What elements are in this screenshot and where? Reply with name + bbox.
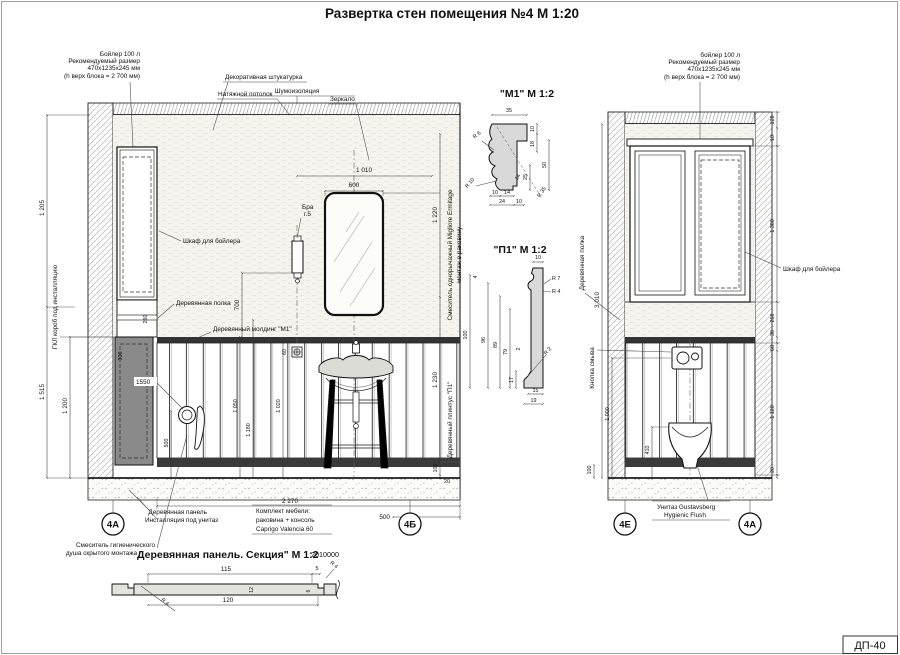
- flush-button-label: Кнопка смыва: [589, 347, 596, 389]
- boiler-cabinet-label-right: Шкаф для бойлера: [783, 266, 841, 273]
- molding-m1-profile: [489, 124, 527, 190]
- p1-dim-79: 79: [503, 349, 509, 355]
- dim-260-right: 260: [770, 313, 776, 323]
- ps-radius-r4a: R 4: [328, 560, 339, 571]
- m1-dim-10b2: 10: [516, 199, 522, 205]
- gkl-box-label: ГКЛ короб под инсталляцию: [52, 264, 59, 350]
- dim-1050: 1 050: [233, 399, 239, 413]
- sheet-code: ДП-40: [854, 640, 886, 652]
- toilet-label-1: Унитаз Gustavsberg: [657, 504, 716, 511]
- p1-dim-17: 17: [509, 377, 515, 383]
- toilet-label-2: Hygienic Flush: [664, 512, 706, 519]
- p1-dim-19: 19: [530, 398, 537, 404]
- dim-1120: 1 120: [770, 405, 776, 419]
- furniture-label-1: Комплект мебели:: [256, 508, 310, 515]
- flush-plate: [672, 347, 702, 369]
- dim-100: 100: [433, 463, 439, 473]
- wood-panel-slats: [157, 343, 460, 458]
- wood-shelf-label-right: Деревянная полка: [579, 235, 586, 291]
- basin-mixer-label-2: монтаж в раковину: [456, 226, 463, 284]
- mirror: [325, 193, 383, 315]
- hyg-shower-label-1: Смеситель гигиенического: [75, 542, 155, 549]
- ceiling-slab-right: [625, 112, 755, 124]
- ps-dim-115: 115: [220, 566, 232, 573]
- m1-radius-r10: R 10: [464, 177, 477, 190]
- boiler-note-r3: 470х1235х245 мм: [687, 66, 740, 73]
- dim-1000: 1 000: [605, 407, 611, 421]
- p1-dim-89: 89: [493, 342, 499, 348]
- wall-pier-left-hatch: [608, 112, 625, 478]
- p1-dim-4: 4: [473, 275, 479, 279]
- dim-3010: 3 010: [594, 292, 601, 308]
- p1-dim-10: 10: [535, 255, 541, 261]
- m1-dim-25: 25: [523, 174, 529, 180]
- dim-120: 120: [770, 115, 776, 125]
- dim-600: 600: [348, 182, 360, 189]
- boiler-note-2: Рекомендуемый размер: [68, 58, 140, 65]
- m1-dim-14b: 14: [504, 190, 510, 196]
- dim-500: 500: [379, 514, 390, 521]
- dim-1180: 1 180: [246, 423, 252, 437]
- boiler-cabinet-right: [627, 139, 753, 302]
- ps-dim-12: 12: [249, 587, 255, 593]
- boiler-note-1: Бойлер 100 л: [99, 51, 140, 58]
- detail-p1-dims: [463, 255, 560, 404]
- dim-500-mixer: 500: [164, 438, 170, 448]
- p1-dim-2: 2: [516, 347, 522, 351]
- m1-dim-24: 24: [499, 199, 505, 205]
- mirror-label: Зеркало: [330, 96, 355, 103]
- stucco-wall-field: [113, 115, 460, 337]
- dim-1515: 1 515: [39, 384, 46, 400]
- dim-260: 260: [143, 314, 149, 324]
- boiler-note-r4: (h верх блока = 2 700 мм): [664, 74, 740, 81]
- sconce-label: Бра: [302, 204, 314, 211]
- m1-dim-35: 35: [506, 108, 512, 114]
- wood-shelf-label: Деревянная полка: [176, 300, 231, 307]
- wood-shelf-box: [117, 300, 157, 337]
- boiler-cabinet-label: Шкаф для бойлера: [183, 238, 241, 245]
- marker-4b: 4Б: [403, 519, 417, 531]
- p1-dim-100: 100: [463, 330, 469, 340]
- furniture-label-2: раковина + консоль: [256, 517, 315, 524]
- dim-1010: 1 010: [356, 167, 372, 174]
- boiler-note-3: 470х1235х245 мм: [87, 65, 140, 72]
- wood-panel-label: Деревянная панель: [148, 509, 207, 516]
- dim-1200: 1 200: [62, 398, 69, 414]
- dim-1230: 1 230: [432, 372, 439, 388]
- m1-dim-50: 50: [542, 162, 548, 168]
- dim-20: 20: [444, 479, 450, 485]
- detail-p1-title: "П1" М 1:2: [493, 244, 547, 256]
- marker-4e: 4Е: [619, 519, 631, 531]
- m1-radius-r6: R 6: [472, 130, 483, 141]
- dim-30: 30: [770, 330, 776, 336]
- boiler-cabinet: [117, 147, 157, 300]
- note-1550: 1550: [136, 379, 151, 386]
- dim-60: 60: [282, 349, 288, 355]
- dim-1380: 1 380: [770, 219, 776, 233]
- wood-molding-label: Деревянный молдинг "М1": [213, 326, 292, 333]
- panel-section-title: Деревянная панель. Секция" М 1:2: [137, 549, 319, 561]
- wall-pier-hatch: [88, 103, 113, 478]
- floor-band-right: [608, 478, 772, 500]
- dim-700: 700: [234, 299, 241, 311]
- ceiling-slab: [113, 103, 460, 115]
- ps-dim-6: 6: [306, 589, 312, 593]
- wall-pier-right-hatch: [755, 112, 772, 478]
- drawing-title: Развертка стен помещения №4 М 1:20: [324, 6, 580, 21]
- gkl-installation-box: [115, 337, 153, 465]
- left-elevation: [39, 50, 463, 557]
- panel-section-detail: [112, 549, 339, 611]
- plinth-p1-band: [157, 458, 460, 467]
- dim-2270: 2 270: [282, 498, 298, 505]
- dim-20-right: 20: [770, 467, 776, 473]
- ps-dim-5: 5: [315, 566, 319, 572]
- p1-radius-r7: R 7: [552, 276, 561, 282]
- right-elevation: [579, 51, 841, 535]
- marker-4a-left: 4А: [106, 519, 120, 531]
- dim-60-right: 60: [770, 345, 776, 351]
- panel-section-overlap-number: 2010000: [311, 550, 339, 559]
- installation-label: Инсталляция под унитаз: [144, 517, 218, 524]
- sconce-ref: г.5: [304, 211, 311, 218]
- dim-1205: 1 205: [39, 200, 46, 216]
- furniture-label-3: Caprigo Valencia 60: [256, 526, 314, 533]
- p1-dim-96: 96: [481, 337, 487, 343]
- dim-1020: 1 020: [276, 399, 282, 413]
- floor-band: [88, 478, 460, 500]
- soundproofing-label: Шумоизоляция: [274, 88, 320, 95]
- stretch-ceiling-label: Натяжной потолок: [218, 91, 273, 98]
- hyg-shower-label-2: душа скрытого монтажа: [65, 550, 137, 557]
- boiler-note-r2: Рекомендуемый размер: [668, 59, 740, 66]
- dim-10-right: 10: [770, 135, 776, 141]
- molding-m1-band: [157, 337, 460, 343]
- m1-dim-18: 18: [530, 141, 536, 147]
- detail-p1: [463, 244, 560, 404]
- boiler-note-r1: бойлер 100 л: [700, 52, 740, 59]
- p1-radius-r2: R 2: [543, 346, 554, 357]
- dim-1220: 1 220: [432, 207, 439, 223]
- p1-dim-15: 15: [532, 388, 539, 394]
- boiler-note-4: (h верх блока = 2 700 мм): [64, 73, 140, 80]
- m1-radius-r35: R 35: [536, 186, 548, 199]
- m1-dim-14d: 14: [514, 173, 523, 182]
- p1-radius-r4: R 4: [552, 289, 561, 295]
- detail-m1-title: "М1" М 1:2: [499, 88, 555, 100]
- dim-410: 410: [645, 445, 651, 455]
- dim-300: 300: [118, 351, 124, 361]
- basin-mixer-label-1: Смеситель однорычажный Migliore Ermitage: [447, 189, 454, 321]
- m1-dim-10r: 10: [530, 126, 536, 132]
- ps-dim-120: 120: [222, 597, 234, 604]
- dim-100-right: 100: [587, 465, 593, 475]
- detail-m1: [464, 88, 554, 205]
- decorative-plaster-label: Декоративная штукатурка: [225, 74, 303, 81]
- ps-radius-r4b: R 4: [159, 597, 170, 608]
- marker-4a-right: 4А: [743, 519, 757, 531]
- m1-dim-10b1: 10: [492, 190, 498, 196]
- wood-plinth-label: Деревянный плинтус "П1": [447, 381, 454, 459]
